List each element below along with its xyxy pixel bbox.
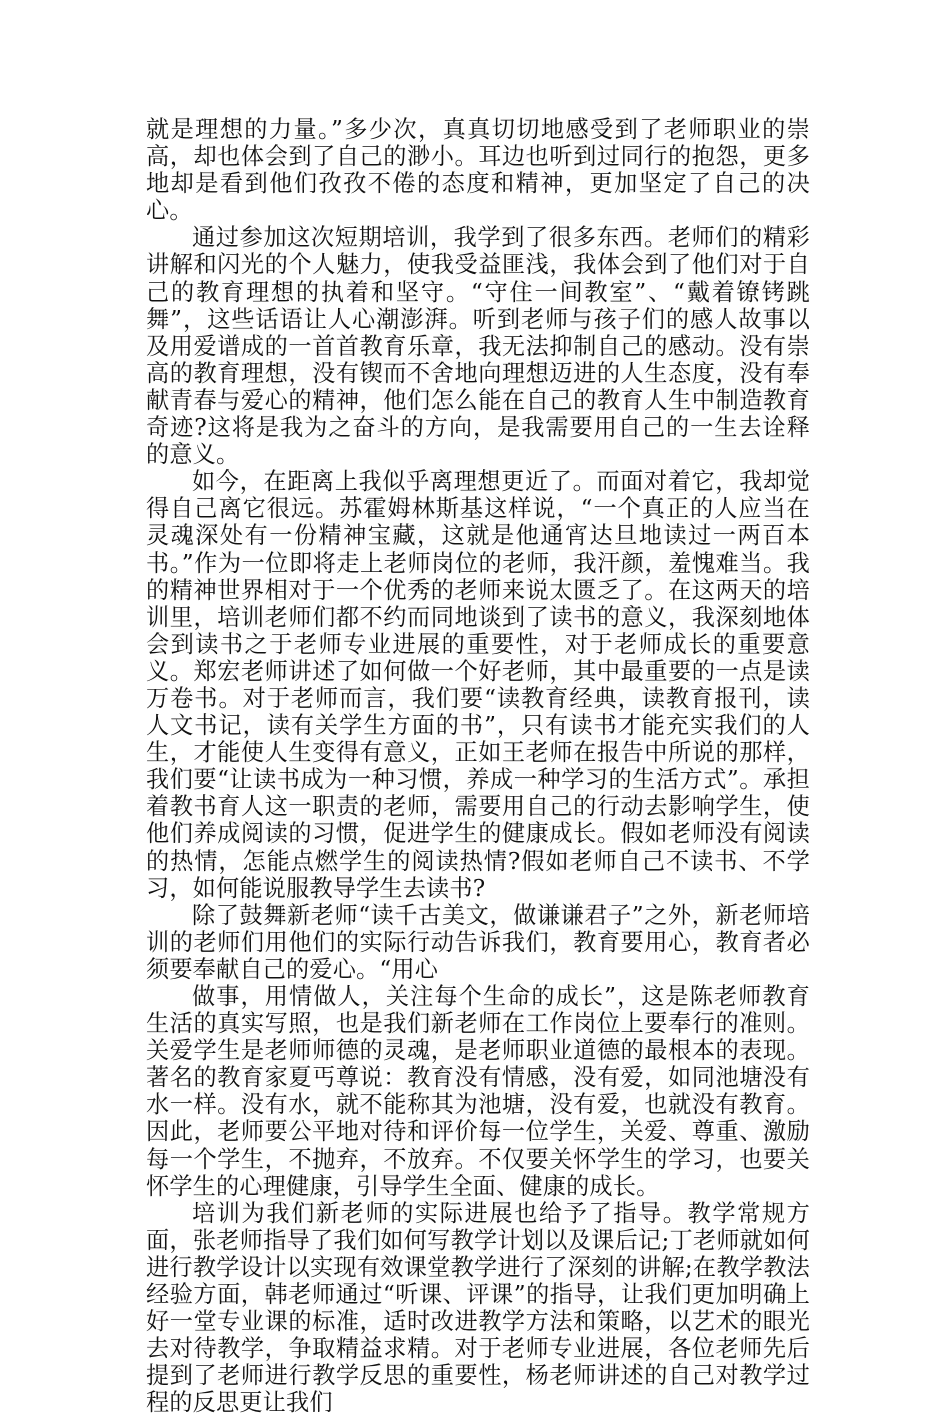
document-body [146,116,810,1417]
paragraph-1: 就是理想的力量。”多少次，真真切切地感受到了老师职业的崇高，却也体会到了自己的渺小。耳边也听到过同行的抱怨，更多地却是看到他们孜孜不倦的态度和精神，更加坚定了自己的决心。 [146,116,810,225]
paragraph-2: 通过参加这次短期培训，我学到了很多东西。老师们的精彩讲解和闪光的个人魅力，使我受益匪浅，我体会到了他们对于自己的教育理想的执着和坚守。“守住一间教室”、“戴着镣铐跳舞”，这些话语让人心潮澎湃。听到老师与孩子们的感人故事以及用爱谱成的一首首教育乐章，我无法抑制自己的感动。没有崇高的教育理想，没有锲而不舍地向理想迈进的人生态度，没有奉献青春与爱心的精神，他们怎么能在自己的教育人生中制造教育奇迹?这将是我为之奋斗的方向，是我需要用自己的一生去诠释的意义。 [146,224,810,469]
paragraph-5: 做事，用情做人，关注每个生命的成长”，这是陈老师教育生活的真实写照，也是我们新老师在工作岗位上要奉行的准则。关爱学生是老师师德的灵魂，是老师职业道德的最根本的表现。著名的教育家夏丐尊说：教育没有情感，没有爱，如同池塘没有水一样。没有水，就不能称其为池塘，没有爱，也就没有教育。因此，老师要公平地对待和评价每一位学生，关爱、尊重、激励每一个学生，不抛弃，不放弃。不仅要关怀学生的学习，也要关怀学生的心理健康，引导学生全面、健康的成长。 [146,983,810,1200]
paragraph-4: 除了鼓舞新老师“读千古美文，做谦谦君子”之外，新老师培训的老师们用他们的实际行动告诉我们，教育要用心，教育者必须要奉献自己的爱心。“用心 [146,901,810,983]
paragraph-3: 如今，在距离上我似乎离理想更近了。而面对着它，我却觉得自己离它很远。苏霍姆林斯基这样说，“一个真正的人应当在灵魂深处有一份精神宝藏，这就是他通宵达旦地读过一两百本书。”作为一位即将走上老师岗位的老师，我汗颜，羞愧难当。我的精神世界相对于一个优秀的老师来说太匮乏了。在这两天的培训里，培训老师们都不约而同地谈到了读书的意义，我深刻地体会到读书之于老师专业进展的重要性，对于老师成长的重要意义。郑宏老师讲述了如何做一个好老师，其中最重要的一点是读万卷书。对于老师而言，我们要“读教育经典，读教育报刊，读人文书记，读有关学生方面的书”，只有读书才能充实我们的人生，才能使人生变得有意义，正如王老师在报告中所说的那样，我们要“让读书成为一种习惯，养成一种学习的生活方式”。承担着教书育人这一职责的老师，需要用自己的行动去影响学生，使他们养成阅读的习惯，促进学生的健康成长。假如老师没有阅读的热情，怎能点燃学生的阅读热情?假如老师自己不读书、不学习，如何能说服教导学生去读书? [146,468,810,902]
paragraph-6: 培训为我们新老师的实际进展也给予了指导。教学常规方面，张老师指导了我们如何写教学计划以及课后记;丁老师就如何进行教学设计以实现有效课堂教学进行了深刻的讲解;在教学教法经验方面，韩老师通过“听课、评课”的指导，让我们更加明确上好一堂专业课的标准，适时改进教学方法和策略，以艺术的眼光去对待教学，争取精益求精。对于老师专业进展，各位老师先后提到了老师进行教学反思的重要性，杨老师讲述的自己对教学过程的反思更让我们 [146,1199,810,1417]
